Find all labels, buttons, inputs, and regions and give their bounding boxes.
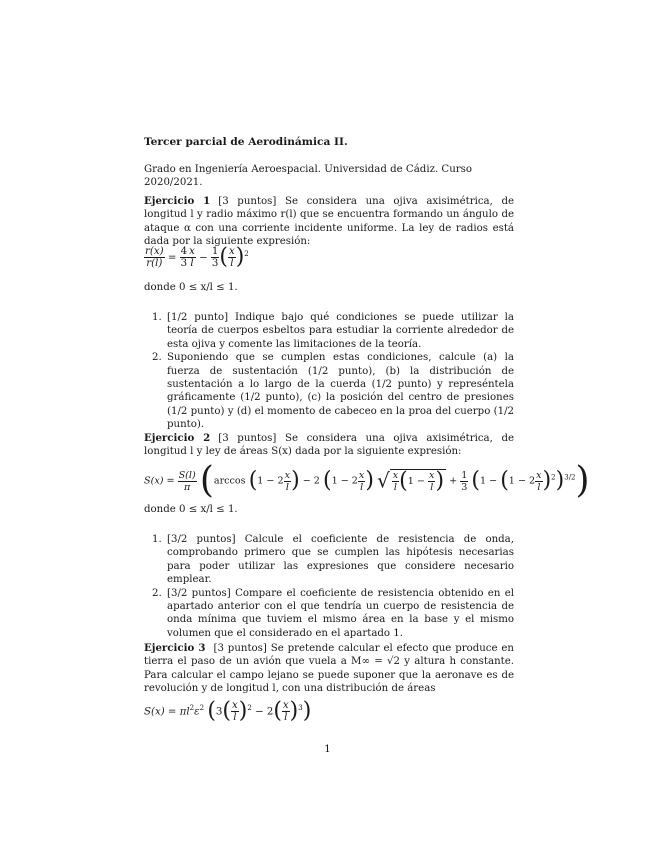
page-title: Tercer parcial de Aerodinámica II.	[144, 136, 348, 148]
page-number: 1	[324, 744, 331, 755]
exercise-2-statement	[144, 432, 514, 459]
exercise-1-item-2: 2. Suponiendo que se cumplen estas condiciones, calcule (a) la fuerza de sustentación (1/2 punto), (b) la distribución de sustentación a lo largo de la cuerda (1/2 punto) y represéntela gráficamente (1/2 punto), (c) la posición del centro de presiones (1/2 punto) y (d) el momento de cabeceo en la proa del cuerpo (1/2 punto).	[165, 351, 514, 431]
exercise-1-formula: $\frac{r(x)}{r(l)}$ = $\frac{4}{3}$ $\frac{x}{l}$ − $\frac{1}{3}$ ( $\frac{x}{l}$ )$^2$	[145, 244, 249, 270]
exercise-2-item-1: 1. [3/2 puntos] Calcule el coeficiente de resistencia de onda, comprobando primero que se cumplen las hipótesis necesarias para poder utilizar las expresiones que considere necesario emplear.	[165, 533, 514, 587]
exercise-3-statement	[144, 642, 514, 696]
exercise-1-domain: donde 0 ≤ x/l ≤ 1.	[144, 282, 238, 293]
exercise-2-formula: S(x) = $\frac{S(l)}{\pi}$ (arccos (1 − 2 $\frac{x}{l}$ ) − 2 (1 − 2 $\frac{x}{l}$ ) √ $\frac{x}{l}$ (1 − $\frac{x}{l}$ ) + $\frac{1}{3}$ (1 − (1 − 2 $\frac{x}{l}$ )$^2$)$^{3/2}$)	[144, 460, 590, 501]
exercise-3-points: [3 puntos]	[213, 643, 267, 654]
exercise-1-text: Se considera una ojiva axisimétrica, de longitud l y radio máximo r(l) que se encuentra formando un ángulo de ataque α con una corriente incidente uniforme. La ley de radios está dada por la siguiente expresión:	[144, 196, 514, 248]
exercise-1-label: Ejercicio 1	[144, 195, 211, 207]
exercise-1-points: [3 puntos]	[218, 196, 277, 207]
exercise-2-domain: donde 0 ≤ x/l ≤ 1.	[144, 504, 238, 515]
page-subtitle: Grado en Ingeniería Aeroespacial. Universidad de Cádiz. Curso 2020/2021.	[144, 164, 473, 189]
exercise-3-label: Ejercicio 3	[144, 642, 206, 654]
exercise-3-formula: $S(x) = \pi l^2\varepsilon^2$ (3( $\frac{x}{l}$ )$^2$ − 2( $\frac{x}{l}$ )$^3$)	[144, 698, 312, 724]
exercise-1-statement	[144, 195, 514, 249]
exercise-2-label: Ejercicio 2	[144, 432, 211, 444]
exercise-2-points: [3 puntos]	[218, 433, 277, 444]
exercise-3-text: Se pretende calcular el efecto que produce en tierra el paso de un avión que vuela a M∞ = √2 y altura h constante. Para calcular el campo lejano se puede suponer que la aeronave es de revolución y de longitud l, con una distribución de áreas	[144, 643, 514, 695]
exercise-2-text: Se considera una ojiva axisimétrica, de longitud l y ley de áreas S(x) dada por la siguiente expresión:	[144, 433, 514, 458]
exercise-1-list	[144, 311, 514, 432]
exercise-2-item-2: 2. [3/2 puntos] Compare el coeficiente de resistencia obtenido en el apartado anterior con el que tendría un cuerpo de resistencia de onda mínima que tuviem el mismo área en la base y el mismo volumen que el considerado en el apartado 1.	[165, 587, 514, 641]
exercise-2-list	[144, 533, 514, 640]
exercise-1-item-1: 1. [1/2 punto] Indique bajo qué condiciones se puede utilizar la teoría de cuerpos esbeltos para estudiar la corriente alrededor de esta ojiva y comente las limitaciones de la teoría.	[165, 311, 514, 351]
